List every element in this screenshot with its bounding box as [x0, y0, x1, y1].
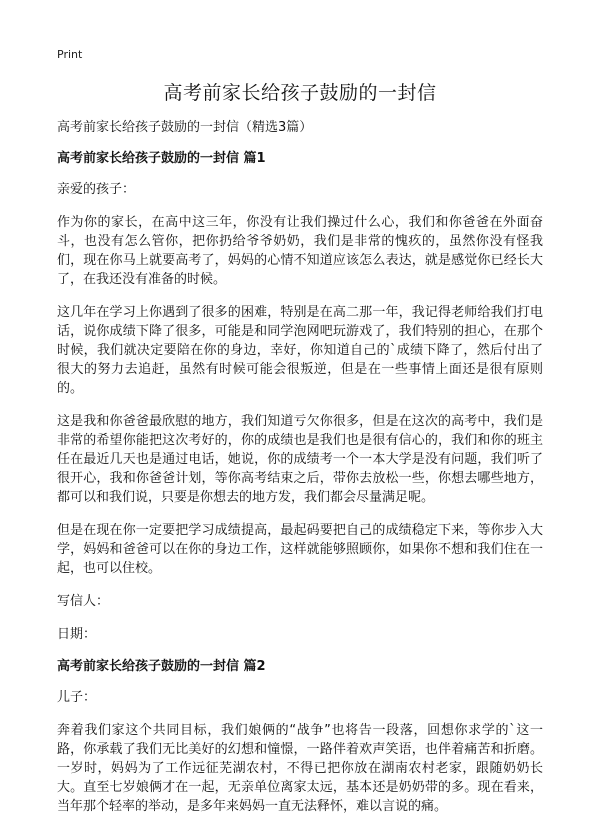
- letter-1: [57, 150, 543, 644]
- letter-1-date: 日期：: [57, 627, 97, 642]
- document-title: 高考前家长给孩子鼓励的一封信: [163, 82, 437, 104]
- document-subtitle: 高考前家长给孩子鼓励的一封信（精选3篇）: [57, 120, 313, 135]
- letter-2-salutation: 儿子：: [57, 690, 97, 705]
- letter-2-heading: 高考前家长给孩子鼓励的一封信 篇2: [57, 659, 266, 674]
- document-body: [57, 150, 543, 830]
- letter-2: [57, 658, 543, 816]
- print-link[interactable]: Print: [57, 48, 83, 61]
- letter-1-paragraph-1: 作为你的家长，在高中这三年，你没有让我们操过什么心，我们和你爸爸在外面奋斗，也没有怎么管你，把你扔给爷爷奶奶，我们是非常的愧疚的，虽然你没有怪我们，现在你马上就要高考了，妈妈的心情不知道应该怎么表达，就是感觉你已经长大了，在我还没有准备的时候。: [57, 215, 543, 287]
- letter-1-heading: 高考前家长给孩子鼓励的一封信 篇1: [57, 151, 266, 166]
- letter-1-paragraph-3: 这是我和你爸爸最欣慰的地方，我们知道亏欠你很多，但是在这次的高考中，我们是非常的希望你能把这次考好的，你的成绩也是我们也是很有信心的，我们和你的班主任在最近几天也是通过电话，她说，你的成绩考一个一本大学是没有问题，我们听了很开心，我和你爸爸计划，等你高考结束之后，带你去放松一些，你想去哪些地方，都可以和我们说，只要是你想去的地方发，我们都会尽量满足呢。: [57, 414, 543, 505]
- letter-1-salutation: 亲爱的孩子：: [57, 182, 136, 197]
- letter-1-writer: 写信人：: [57, 594, 110, 609]
- letter-1-paragraph-4: 但是在现在你一定要把学习成绩提高，最起码要把自己的成绩稳定下来，等你步入大学，妈妈和爸爸可以在你的身边工作，这样就能够照顾你，如果你不想和我们住在一起，也可以住校。: [57, 523, 543, 576]
- letter-2-paragraph-1: 奔着我们家这个共同目标，我们娘俩的“战争”也将告一段落，回想你求学的`这一路，你承载了我们无比美好的幻想和憧憬，一路伴着欢声笑语，也伴着痛苦和折磨。一岁时，妈妈为了工作远征芜湖农村，不得已把你放在湖南农村老家，跟随奶奶长大。直至七岁娘俩才在一起，无亲单位离家太远，基本还是奶奶带的多。现在看来，当年那个轻率的举动，是多年来妈妈一直无法释怀，难以言说的痛。: [57, 723, 543, 814]
- letter-1-paragraph-2: 这几年在学习上你遇到了很多的困难，特别是在高二那一年，我记得老师给我们打电话，说你成绩下降了很多，可能是和同学泡网吧玩游戏了，我们特别的担心，在那个时候，我们就决定要陪在你的身边，幸好，你知道自己的`成绩下降了，然后付出了很大的努力去追赶，虽然有时候可能会很叛逆，但是在一些事情上面还是很有原则的。: [57, 305, 543, 396]
